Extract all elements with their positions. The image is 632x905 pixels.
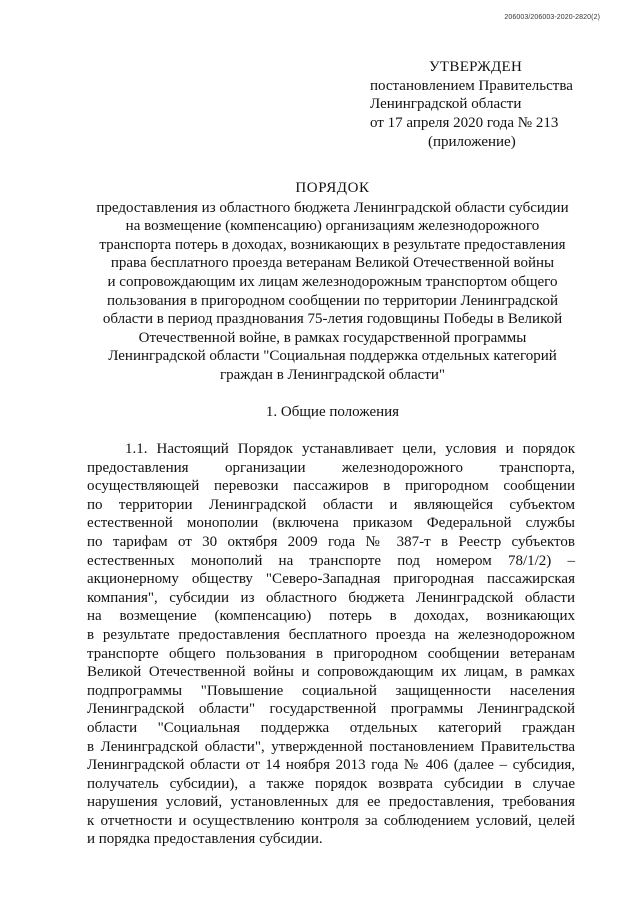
section-paragraph: [87, 440, 575, 849]
approval-line: от 17 апреля 2020 года № 213: [370, 114, 559, 131]
subtitle-line: и сопровождающим их лицам железнодорожным транспортом общего: [107, 273, 558, 290]
document-title: ПОРЯДОК: [295, 180, 370, 196]
paragraph-line: и порядка предоставления субсидии.: [87, 831, 323, 848]
paragraph-line: естественной монополии (включена приказом Федеральной службы: [87, 515, 575, 532]
paragraph-line: акционерному обществу "Северо-Западная пригородная пассажирская: [87, 571, 575, 588]
subtitle-line: пользования в пригородном сообщении по территории Ленинградской: [106, 292, 559, 309]
paragraph-line: по территории Ленинградской области и являющейся субъектом: [87, 496, 575, 513]
paragraph-line: транспорте общего пользования в пригородном сообщении ветеранам: [87, 645, 575, 662]
document-title-block: [80, 179, 585, 385]
paragraph-line: на возмещение (компенсацию) потерь в доходах, возникающих: [87, 608, 575, 625]
paragraph-line: получатель субсидии), а также порядок возврата субсидии в случае: [87, 775, 575, 792]
approval-line: Ленинградской области: [370, 96, 522, 112]
approval-title: УТВЕРЖДЕН: [429, 59, 523, 75]
subtitle-line: права бесплатного проезда ветеранам Великой Отечественной войны: [110, 255, 555, 272]
subtitle-line: области в период празднования 75-летия годовщины Победы в Великой: [102, 311, 563, 328]
subtitle-line: транспорта потерь в доходах, возникающих в результате предоставления: [99, 236, 566, 253]
paragraph-line: к отчетности и осуществлению контроля за соблюдением условий, целей: [87, 812, 575, 829]
paragraph-line: Великой Отечественной войны и сопровождающим их лицам, в рамках: [87, 664, 575, 681]
paragraph-line: компания", субсидии из областного бюджета Ленинградской области: [87, 589, 575, 606]
subtitle-line: граждан в Ленинградской области": [219, 366, 446, 383]
subtitle-line: на возмещение (компенсацию) организациям железнодорожного: [125, 218, 540, 235]
subtitle-line: предоставления из областного бюджета Ленинградской области субсидии: [96, 199, 569, 216]
paragraph-line: естественных монополий на транспорте под номером 78/1/2) –: [87, 552, 575, 569]
document-code: 206003/206003-2020-2820(2): [504, 14, 600, 21]
paragraph-line: подпрограммы "Повышение социальной защищенности населения: [87, 682, 575, 699]
paragraph-line: Ленинградской области" государственной программы Ленинградской: [87, 701, 575, 718]
paragraph-line: осуществляющей перевозки пассажиров в пригородном сообщении: [87, 478, 575, 495]
paragraph-line: нарушения условий, установленных для ее предоставления, требования: [87, 794, 575, 811]
paragraph-line: 1.1. Настоящий Порядок устанавливает цели, условия и порядок: [125, 441, 575, 457]
approval-line: постановлением Правительства: [370, 77, 573, 94]
paragraph-line: предоставления организации железнодорожного транспорта,: [87, 459, 575, 476]
paragraph-line: в Ленинградской области", утвержденной постановлением Правительства: [87, 738, 575, 755]
paragraph-line: Ленинградской области от 14 ноября 2013 года № 406 (далее – субсидия,: [87, 757, 575, 774]
paragraph-line: по тарифам от 30 октября 2009 года № 387-т в Реестр субъектов: [87, 533, 575, 550]
section-heading: 1. Общие положения: [265, 404, 400, 420]
subtitle-line: Отечественной войне, в рамках государственной программы: [138, 329, 527, 346]
approval-stamp: [370, 58, 610, 152]
subtitle-line: Ленинградской области "Социальная поддержка отдельных категорий: [108, 348, 557, 365]
paragraph-line: в результате предоставления бесплатного проезда на железнодорожном: [87, 626, 575, 643]
approval-note: (приложение): [428, 134, 516, 150]
paragraph-line: области "Социальная поддержка отдельных категорий граждан: [87, 719, 575, 736]
